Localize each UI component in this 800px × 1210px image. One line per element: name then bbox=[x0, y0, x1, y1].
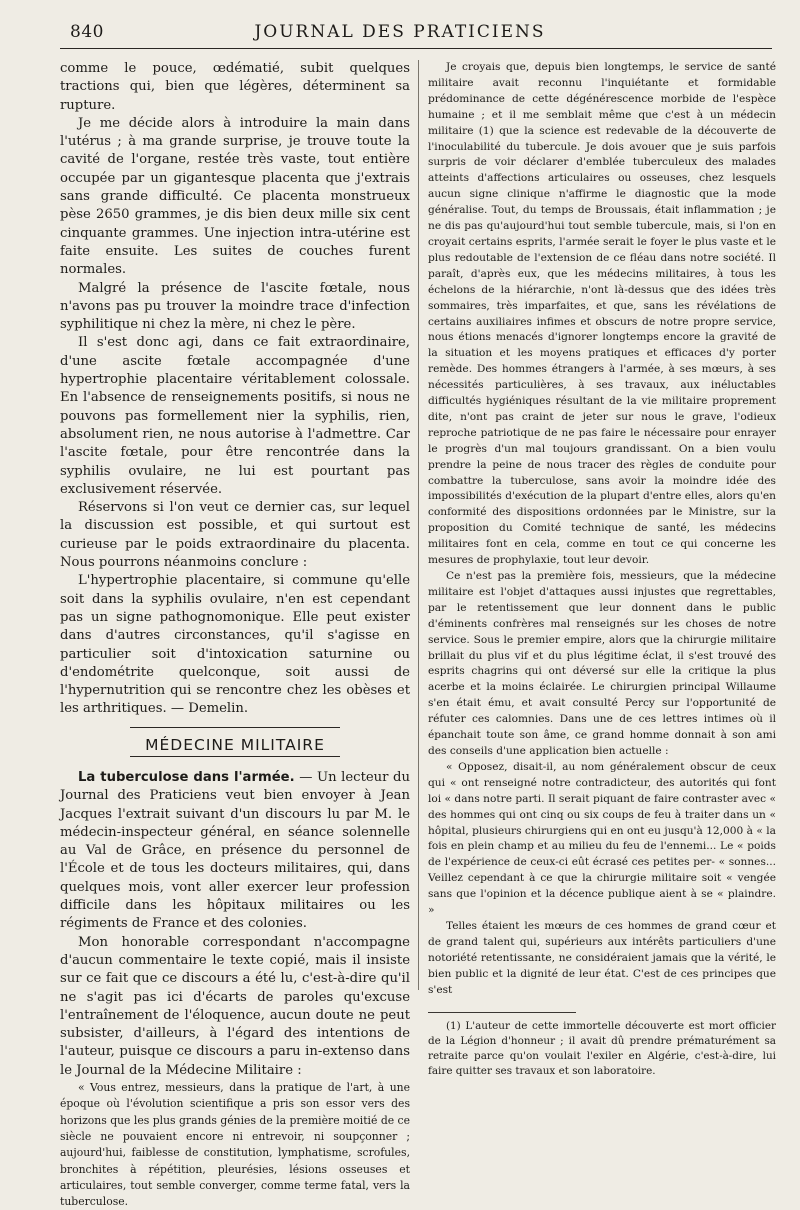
paragraph: Réservons si l'on veut ce dernier cas, sur lequel la discussion est possible, et qui surtout est curieuse par le poids extraordinaire du placenta. Nous pourrons néanmoins conclure : bbox=[60, 500, 410, 571]
paragraph: Mon honorable correspondant n'accompagne d'aucun commentaire le texte copié, mais il insiste sur ce fait que ce discours a été lu, c'est-à-dire qu'il ne s'agit pas ici d'écarts de paroles qu'excuse l'entraînement de l'éloquence, aucun doute ne peut subsister, d'ailleurs, à l'égard des intentions de l'auteur, puisque ce discours a paru in-extenso dans le Journal de la Médecine Militaire : bbox=[60, 934, 410, 1078]
section-separator bbox=[130, 727, 340, 728]
run-in-heading: La tuberculose dans l'armée. bbox=[78, 769, 295, 785]
quotation: « Opposez, disait-il, au nom généralement obscur de ceux qui « ont renseigné notre contradicteur, des autorités qui font loi « dans notre parti. Il serait piquant de faire contraster avec « des hommes qui ont cinq ou six coups de feu à traiter dans un « hôpital, plusieurs chirurgiens qui en ont eu jusqu'à 12,000 à « la fois en plein champ et au milieu du feu de l'ennemi... Le « poids de l'expérience de ceux-ci eût écrasé ces petites per- « sonnes... Veillez cependant à ce que la chirurgie militaire soit « vengée sans que l'opinion et la décence publique aient à se « plaindre. » bbox=[428, 760, 776, 917]
paragraph: Je croyais que, depuis bien longtemps, le service de santé militaire avait reconnu l'inquiétante et formidable prédominance de cette dégénérescence morbide de l'espèce humaine ; et il me semblait même que c'est à un médecin militaire (1) que la science est redevable de la découverte de l'inoculabilité du tubercule. Je dois avouer que je suis parfois surpris de voir déclarer d'emblée tuberculeux des malades atteints d'affections articulaires ou osseuses, chez lesquels aucun signe clinique n'affirme le diagnostic que la mode généralise. Tout, du temps de Broussais, était inflammation ; je ne dis pas qu'aujourd'hui tout semble tubercule, mais, si l'on en croyait certains esprits, l'armée serait le foyer le plus vaste et le plus redoutable de l'extension de ce fléau dans notre société. Il paraît, d'après eux, que les médecins militaires, à tous les échelons de la hiérarchie, n'ont là-dessus que des idées très sommaires, très imparfaites, et que, sans les révélations de certains auxiliaires infimes et obscurs de notre propre service, nous étions menacés d'ignorer longtemps encore la gravité de la situation et les moyens pratiques et efficaces d'y porter remède. Des hommes étrangers à l'armée, à ses mœurs, à ses nécessités particulières, à ses travaux, aux inéluctables difficultés hygiéniques résultant de la vie militaire proprement dite, n'ont pas craint de jeter sur nous le grave, l'odieux reproche patriotique de ne pas faire le nécessaire pour enrayer le progrès d'un mal toujours grandissant. On a bien voulu prendre la peine de nous tracer des règles de conduite pour combattre la tuberculose, sans avoir la moindre idée des impossibilités d'exécution de la plupart d'entre elles, alors qu'en conformité des dispositions ordonnées par le Ministre, sur la proposition du Comité technique de santé, les médecins militaires font en cela, comme en tout ce qui concerne les mesures de prophylaxie, tout leur devoir. bbox=[428, 61, 776, 567]
paragraph: Il s'est donc agi, dans ce fait extraordinaire, d'une ascite fœtale accompagnée d'une hypertrophie placentaire véritablement colossale. En l'absence de renseignements positifs, si nous ne pouvons pas formellement nier la syphilis, rien, absolument rien, ne nous autorise à l'admettre. Car l'ascite fœtale, pour être rencontrée dans la syphilis ovulaire, ne lui est pourtant pas exclusivement réservée. bbox=[60, 335, 410, 497]
left-column bbox=[60, 60, 410, 1209]
page-number: 840 bbox=[70, 22, 104, 42]
column-divider bbox=[418, 60, 419, 990]
paragraph: Ce n'est pas la première fois, messieurs, que la médecine militaire est l'objet d'attaques aussi injustes que regrettables, par le retentissement que leur donnent dans le public d'éminents confrères mal renseignés sur les choses de notre service. Sous le premier empire, alors que la chirurgie militaire brillait du plus vif et du plus légitime éclat, il s'est trouvé des esprits chagrins qui ont déversé sur elle la critique la plus acerbe et la moins éclairée. Le chirurgien principal Willaume s'en était ému, et avait consulté Percy sur l'opportunité de réfuter ces calomnies. Dans une de ces lettres intimes où il épanchait toute son âme, ce grand homme donnait à son ami des conseils d'une application bien actuelle : bbox=[428, 570, 776, 757]
paragraph: Je me décide alors à introduire la main dans l'utérus ; à ma grande surprise, je trouve toute la cavité de l'organe, restée très vaste, tout entière occupée par un gigantesque placenta que j'extrais sans grande difficulté. Ce placenta monstrueux pèse 2650 grammes, je dis bien deux mille six cent cinquante grammes. Une injection intra-utérine est faite ensuite. Les suites de couches furent normales. bbox=[60, 115, 410, 278]
paragraph: comme le pouce, œdématié, subit quelques tractions qui, bien que légères, déterminent sa rupture. bbox=[60, 61, 410, 113]
footnote: (1) L'auteur de cette immortelle découverte est mort officier de la Légion d'honneur ; il avait dû prendre prématurément sa retraite parce qu'on voulait l'exiler en Algérie, c'est-à-dire, lui faire quitter ses travaux et son laboratoire. bbox=[428, 1020, 776, 1077]
page-header bbox=[20, 18, 780, 48]
right-column bbox=[428, 60, 776, 1077]
section-heading: MÉDECINE MILITAIRE bbox=[145, 735, 325, 754]
section-heading-rule bbox=[130, 756, 340, 757]
header-rule bbox=[60, 48, 772, 49]
footnote-rule bbox=[428, 1012, 576, 1013]
journal-title: JOURNAL DES PRATICIENS bbox=[254, 22, 546, 42]
paragraph: L'hypertrophie placentaire, si commune qu'elle soit dans la syphilis ovulaire, n'en est cependant pas un signe pathognomonique. Elle peut exister dans d'autres circonstances, qu'il s'agisse en particulier soit d'intoxication saturnine ou d'endométrite quelconque, soit aussi de l'hypernutrition qui se rencontre chez les obèses et les arthritiques. — Demelin. bbox=[60, 573, 410, 717]
paragraph: Malgré la présence de l'ascite fœtale, nous n'avons pas pu trouver la moindre trace d'infection syphilitique ni chez la mère, ni chez le père. bbox=[60, 280, 410, 333]
paragraph-text: — Un lecteur du Journal des Praticiens veut bien envoyer à Jean Jacques l'extrait suivant d'un discours lu par M. le médecin-inspecteur général, en séance solennelle au Val de Grâce, en présence du personnel de l'École et de tous les docteurs militaires, qui, dans quelques mois, vont aller exercer leur profession difficile dans les hôpitaux militaires ou les régiments de France et des colonies. bbox=[60, 769, 410, 932]
quotation: « Vous entrez, messieurs, dans la pratique de l'art, à une époque où l'évolution scientifique a pris son essor vers des horizons que les plus grands génies de la première moitié de ce siècle ne pouvaient encore ni entrevoir, ni soupçonner ; aujourd'hui, faiblesse de constitution, lymphatisme, scrofules, bronchites à répétition, pleurésies, lésions osseuses et articulaires, tout semble converger, comme terme fatal, vers la tuberculose. bbox=[60, 1081, 410, 1209]
paragraph: Telles étaient les mœurs de ces hommes de grand cœur et de grand talent qui, supérieurs aux intérêts particuliers d'une notoriété retentissante, ne considéraient jamais que la vérité, le bien public et la dignité de leur état. C'est de ces principes que s'est bbox=[428, 919, 776, 996]
paragraph bbox=[60, 769, 410, 934]
